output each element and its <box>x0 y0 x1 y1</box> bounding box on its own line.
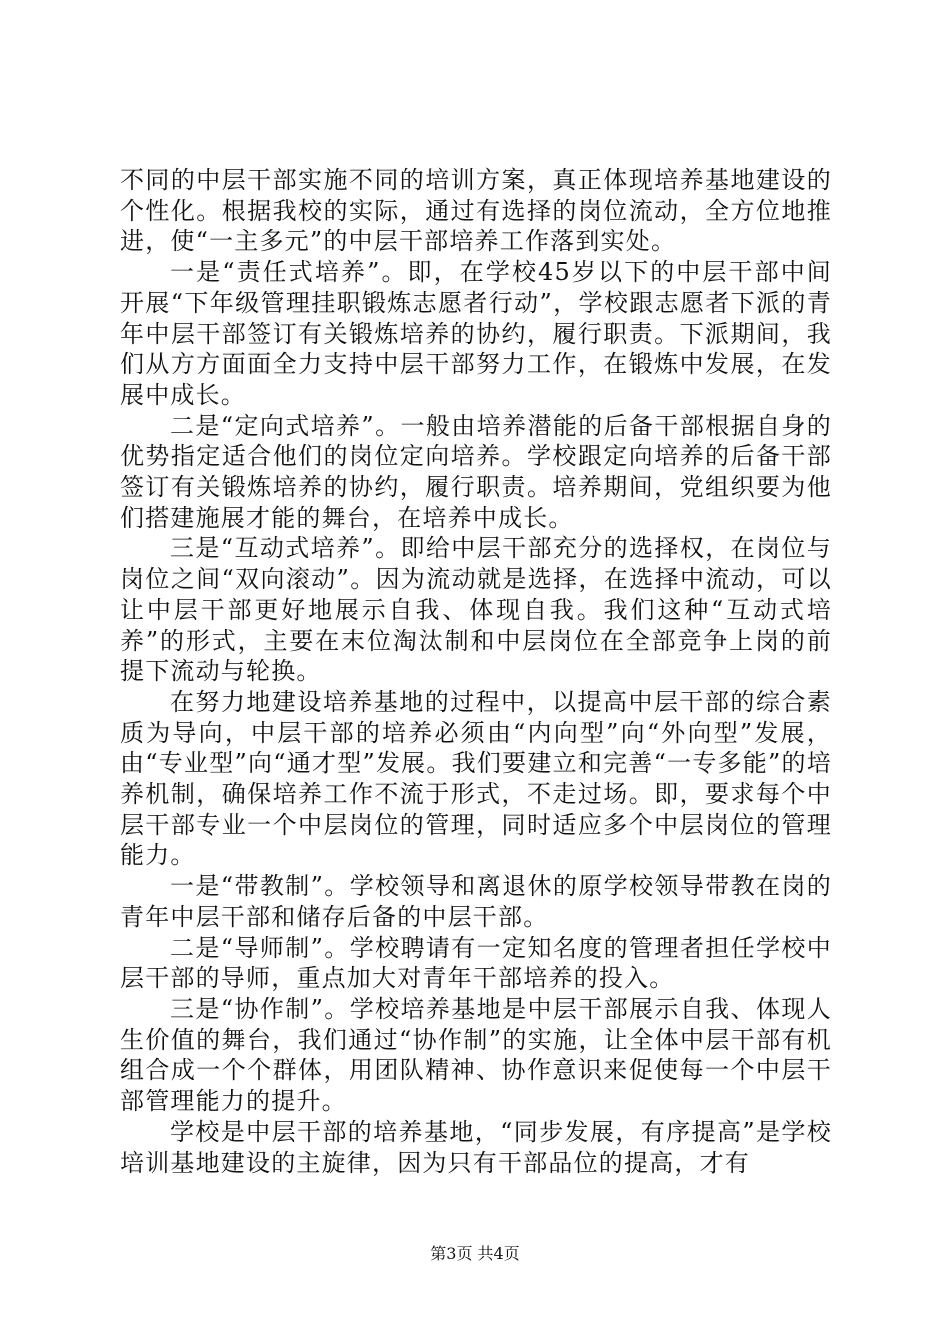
paragraph-3: 二是“定向式培养”。一般由培养潜能的后备干部根据自身的优势指定适合他们的岗位定向培养。学校跟定向培养的后备干部签订有关锻炼培养的协约，履行职责。培养期间，党组织要为他们搭建施展才能的舞台，在培养中成长。 <box>120 411 832 532</box>
paragraph-7: 二是“导师制”。学校聘请有一定知名度的管理者担任学校中层干部的导师，重点加大对青年干部培养的投入。 <box>120 933 832 993</box>
paragraph-6: 一是“带教制”。学校领导和离退休的原学校领导带教在岗的青年中层干部和储存后备的中层干部。 <box>120 872 832 931</box>
paragraph-2: 一是“责任式培养”。即，在学校45岁以下的中层干部中间开展“下年级管理挂职锻炼志愿者行动”，学校跟志愿者下派的青年中层干部签订有关锻炼培养的协约，履行职责。下派期间，我们从方方面面全力支持中层干部努力工作，在锻炼中发展，在发展中成长。 <box>120 258 832 409</box>
paragraph-4: 三是“互动式培养”。即给中层干部充分的选择权，在岗位与岗位之间“双向滚动”。因为流动就是选择，在选择中流动，可以让中层干部更好地展示自我、体现自我。我们这种“互动式培养”的形式，主要在末位淘汰制和中层岗位在全部竞争上岗的前提下流动与轮换。 <box>120 534 832 686</box>
paragraph-5: 在努力地建设培养基地的过程中，以提高中层干部的综合素质为导向，中层干部的培养必须由“内向型”向“外向型”发展，由“专业型”向“通才型”发展。我们要建立和完善“一专多能”的培养机制，确保培养工作不流于形式，不走过场。即，要求每个中层干部专业一个中层岗位的管理，同时适应多个中层岗位的管理能力。 <box>120 687 832 870</box>
page-footer: 第3页 共4页 <box>430 1244 520 1263</box>
document-body <box>120 165 832 1178</box>
paragraph-9: 学校是中层干部的培养基地，“同步发展，有序提高”是学校培训基地建设的主旋律，因为只有干部品位的提高，才有 <box>120 1117 832 1177</box>
paragraph-1: 不同的中层干部实施不同的培训方案，真正体现培养基地建设的个性化。根据我校的实际，通过有选择的岗位流动，全方位地推进，使“一主多元”的中层干部培养工作落到实处。 <box>120 166 832 256</box>
paragraph-8: 三是“协作制”。学校培养基地是中层干部展示自我、体现人生价值的舞台，我们通过“协作制”的实施，让全体中层干部有机组合成一个个群体，用团队精神、协作意识来促使每一个中层干部管理能力的提升。 <box>120 994 832 1116</box>
